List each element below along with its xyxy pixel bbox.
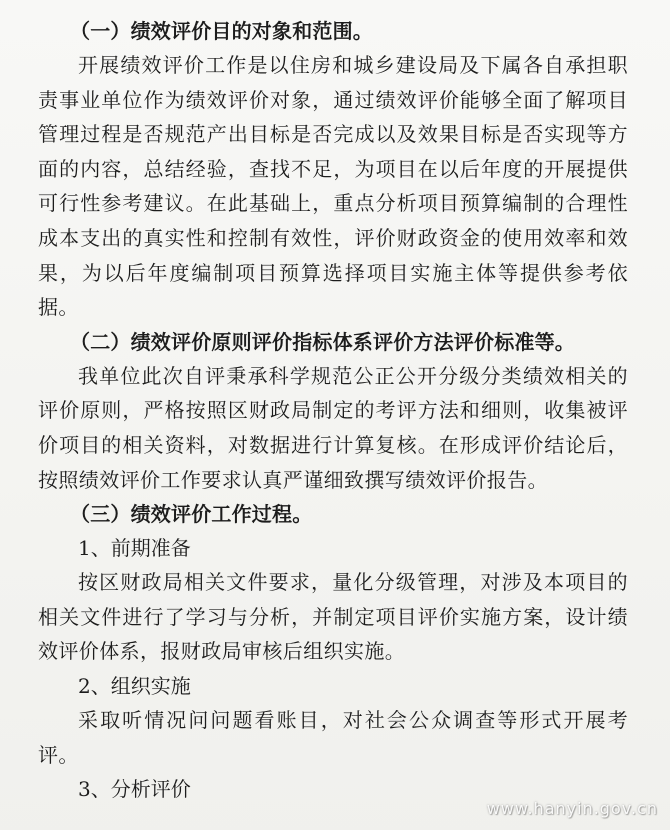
section-paragraph-1: 开展绩效评价工作是以住房和城乡建设局及下属各自承担职责事业单位作为绩效评价对象，通过绩效评价能够全面了解项目管理过程是否规范产出目标是否完成以及效果目标是否实现等方面的内容，总结经验，查找不足，为项目在以后年度的开展提供可行性参考建议。在此基础上，重点分析项目预算编制的合理性成本支出的真实性和控制有效性，评价财政资金的使用效率和效果，为以后年度编制项目预算选择项目实施主体等提供参考依据。 [38, 53, 628, 320]
document-body [38, 14, 628, 806]
section-heading-1: （一）绩效评价目的对象和范围。 [70, 19, 373, 43]
step-title-2: 2、组织实施 [78, 673, 191, 698]
section-heading-3: （三）绩效评价工作过程。 [70, 502, 313, 527]
section-paragraph-2: 我单位此次自评秉承科学规范公正公开分级分类绩效相关的评价原则，严格按照区财政局制定的考评方法和细则，收集被评价项目的相关资料，对数据进行计算复核。在形成评价结论后，按照绩效评价工作要求认真严谨细致撰写绩效评价报告。 [38, 363, 628, 492]
site-watermark: www.hanyin.gov.cn [486, 799, 658, 818]
step-title-1: 1、前期准备 [78, 536, 191, 561]
step-title-3: 3、分析评价 [78, 777, 191, 802]
step-paragraph-2: 采取听情况问问题看账目，对社会公众调查等形式开展考评。 [38, 707, 628, 767]
step-paragraph-1: 按区财政局相关文件要求，量化分级管理，对涉及本项目的相关文件进行了学习与分析，并制定项目评价实施方案，设计绩效评价体系，报财政局审核后组织实施。 [38, 570, 628, 664]
section-heading-2: （二）绩效评价原则评价指标体系评价方法评价标准等。 [70, 329, 575, 354]
